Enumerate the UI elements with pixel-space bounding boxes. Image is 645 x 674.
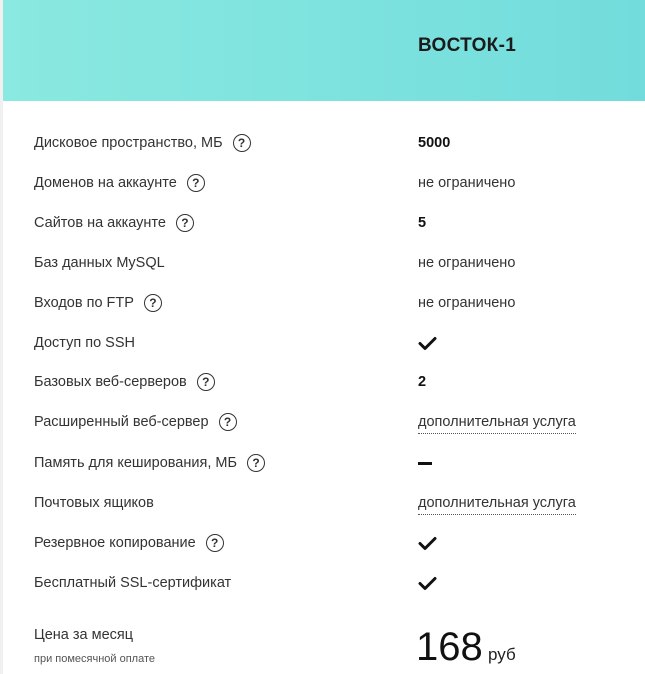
check-icon [418,576,437,591]
feature-row-cache [3,448,645,478]
help-icon[interactable]: ? [176,214,194,232]
feature-label: Дисковое пространство, МБ [34,135,223,151]
price-sublabel: при помесячной оплате [34,653,156,665]
feature-row-backup [3,528,645,558]
feature-label: Входов по FTP [34,295,134,311]
feature-row-sites [3,208,645,238]
help-icon[interactable]: ? [144,294,162,312]
help-icon[interactable]: ? [247,454,265,472]
tariff-card [3,0,645,674]
help-icon[interactable]: ? [233,134,251,152]
feature-value: не ограничено [418,295,516,311]
price-unit: руб [488,645,516,664]
feature-row-domains [3,168,645,198]
plan-title: ВОСТОК-1 [418,35,517,56]
feature-value [418,448,432,478]
feature-value: 5 [418,215,427,231]
feature-label: Расширенный веб-сервер [34,414,209,430]
feature-row-disk [3,128,645,158]
feature-label: Доступ по SSH [34,335,135,351]
feature-label: Базовых веб-серверов [34,374,187,390]
help-icon[interactable]: ? [187,174,205,192]
additional-service-link[interactable]: дополнительная услуга [418,411,576,434]
feature-row-ssl [3,568,645,598]
feature-label: Память для кеширования, МБ [34,455,237,471]
check-icon [418,536,437,551]
feature-label: Бесплатный SSL-сертификат [34,575,232,591]
price-label: Цена за месяц [34,627,134,643]
feature-value: не ограничено [418,255,516,271]
feature-value [418,328,437,358]
feature-label: Баз данных MySQL [34,255,165,271]
feature-row-web-servers [3,367,645,397]
help-icon[interactable]: ? [219,413,237,431]
dash-icon [418,462,432,465]
feature-label: Почтовых ящиков [34,495,154,511]
feature-label: Сайтов на аккаунте [34,215,166,231]
feature-value: 2 [418,374,427,390]
feature-value [418,528,437,558]
feature-label: Доменов на аккаунте [34,175,177,191]
feature-value [418,568,437,598]
feature-row-mailboxes [3,488,645,518]
feature-row-extended-server [3,407,645,437]
feature-row-mysql [3,248,645,278]
feature-label: Резервное копирование [34,535,196,551]
help-icon[interactable]: ? [206,534,224,552]
feature-row-ftp [3,288,645,318]
check-icon [418,336,437,351]
card-header [3,0,645,101]
additional-service-link[interactable]: дополнительная услуга [418,492,576,515]
price-value: 168 [416,625,483,669]
help-icon[interactable]: ? [197,373,215,391]
feature-value: 5000 [418,135,451,151]
feature-value: не ограничено [418,175,516,191]
feature-row-ssh [3,328,645,358]
